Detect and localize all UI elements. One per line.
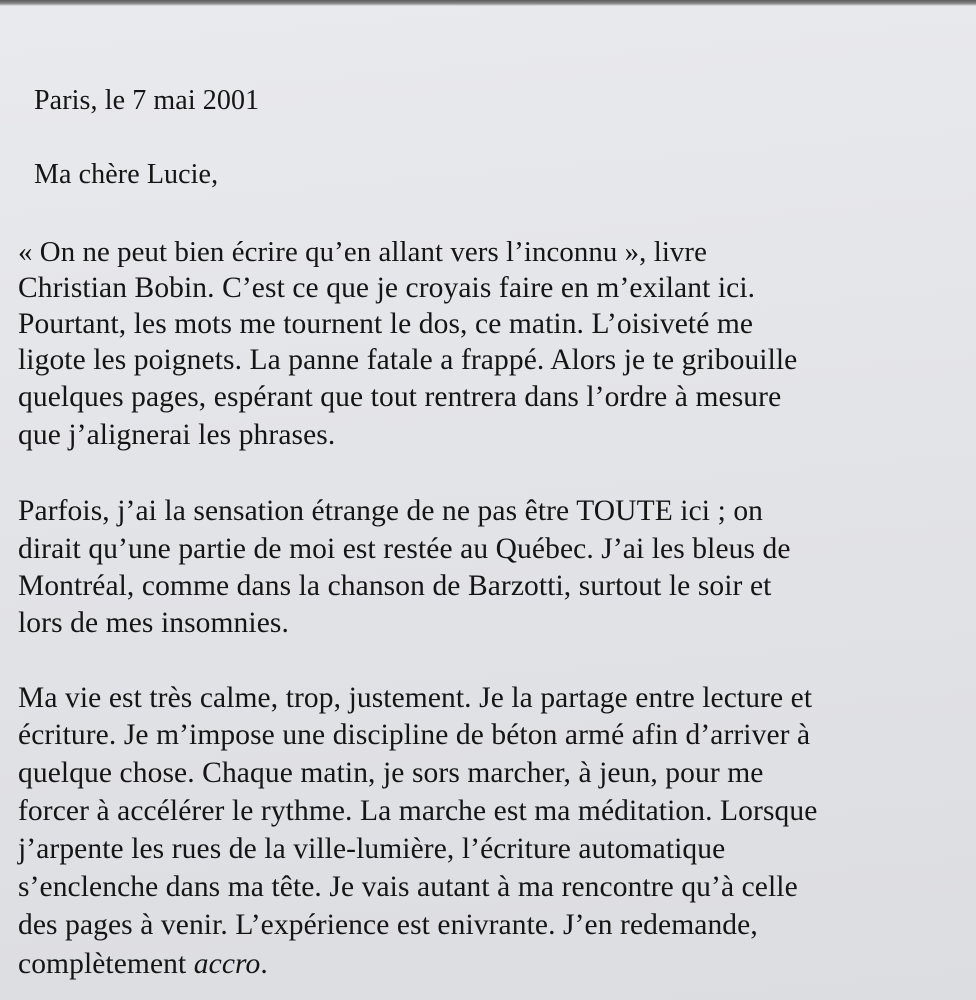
last-line-text: complètement bbox=[18, 948, 194, 980]
letter-salutation: Ma chère Lucie, bbox=[34, 159, 219, 190]
last-line-period: . bbox=[260, 948, 268, 980]
paragraph-1-line: Christian Bobin. C’est ce que je croyais faire en m’exilant ici. bbox=[18, 272, 756, 304]
paragraph-3-line: des pages à venir. L’expérience est enivrante. J’en redemande, bbox=[18, 909, 758, 941]
paragraph-2-line: dirait qu’une partie de moi est restée au Québec. J’ai les bleus de bbox=[18, 533, 791, 565]
paragraph-1-line: ligote les poignets. La panne fatale a frappé. Alors je te gribouille bbox=[18, 344, 798, 376]
paragraph-3-line: quelque chose. Chaque matin, je sors marcher, à jeun, pour me bbox=[18, 757, 764, 789]
italic-word-accro: accro bbox=[193, 948, 261, 980]
letter-date: Paris, le 7 mai 2001 bbox=[34, 85, 260, 116]
paragraph-1-line: Pourtant, les mots me tournent le dos, ce matin. L’oisiveté me bbox=[18, 308, 754, 340]
paragraph-3-line: Ma vie est très calme, trop, justement. Je la partage entre lecture et bbox=[18, 682, 813, 714]
paragraph-2-line: lors de mes insomnies. bbox=[18, 607, 289, 639]
paragraph-3-last-line bbox=[18, 947, 268, 981]
paragraph-3-line: forcer à accélérer le rythme. La marche est ma méditation. Lorsque bbox=[18, 795, 818, 827]
paragraph-1-line: « On ne peut bien écrire qu’en allant vers l’inconnu », livre bbox=[18, 236, 707, 268]
paragraph-1-line: quelques pages, espérant que tout rentrera dans l’ordre à mesure bbox=[18, 381, 782, 413]
paragraph-3-line: s’enclenche dans ma tête. Je vais autant à ma rencontre qu’à celle bbox=[18, 871, 798, 903]
paragraph-2-line: Montréal, comme dans la chanson de Barzotti, surtout le soir et bbox=[18, 570, 772, 602]
paper-top-edge-shadow bbox=[0, 0, 976, 6]
paragraph-2-line: Parfois, j’ai la sensation étrange de ne pas être TOUTE ici ; on bbox=[18, 495, 764, 527]
paragraph-1-line: que j’alignerai les phrases. bbox=[18, 419, 336, 451]
paragraph-3-line: j’arpente les rues de la ville-lumière, l’écriture automatique bbox=[18, 833, 726, 865]
paragraph-3-line: écriture. Je m’impose une discipline de béton armé afin d’arriver à bbox=[18, 719, 811, 751]
